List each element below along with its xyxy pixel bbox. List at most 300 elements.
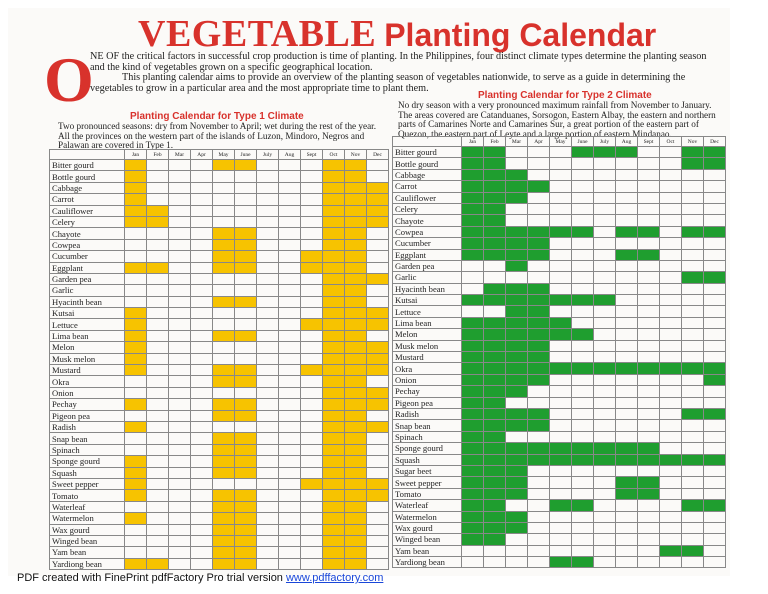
planting-cell-filled — [235, 433, 257, 444]
planting-cell-empty — [213, 285, 235, 296]
planting-cell-empty — [616, 203, 638, 214]
planting-cell-filled — [682, 272, 704, 283]
planting-cell-empty — [147, 547, 169, 558]
planting-cell-filled — [213, 239, 235, 250]
planting-cell-empty — [257, 205, 279, 216]
planting-cell-filled — [235, 501, 257, 512]
planting-cell-empty — [594, 181, 616, 192]
table-row — [393, 203, 726, 214]
planting-cell-filled — [345, 273, 367, 284]
planting-cell-empty — [660, 374, 682, 385]
crop-name: Onion — [393, 374, 462, 385]
planting-cell-filled — [323, 228, 345, 239]
planting-cell-filled — [323, 216, 345, 227]
planting-cell-filled — [484, 203, 506, 214]
planting-cell-filled — [704, 500, 726, 511]
crop-name: Sweet pepper — [393, 477, 462, 488]
planting-cell-empty — [169, 524, 191, 535]
planting-cell-filled — [345, 319, 367, 330]
planting-cell-filled — [125, 558, 147, 569]
planting-cell-filled — [506, 283, 528, 294]
table-row — [393, 511, 726, 522]
crop-name: Snap bean — [50, 433, 125, 444]
planting-cell-empty — [660, 317, 682, 328]
planting-cell-empty — [191, 410, 213, 421]
planting-cell-filled — [125, 399, 147, 410]
planting-cell-filled — [323, 365, 345, 376]
planting-cell-empty — [367, 558, 389, 569]
planting-cell-filled — [301, 262, 323, 273]
planting-cell-empty — [301, 433, 323, 444]
planting-cell-filled — [367, 399, 389, 410]
planting-cell-empty — [191, 535, 213, 546]
planting-cell-filled — [323, 239, 345, 250]
planting-cell-empty — [191, 501, 213, 512]
planting-cell-empty — [257, 285, 279, 296]
intro-paragraph-1: NE OF the critical factors in successful crop production is time of planting. In the Philippines, four distinct climate types determine the planting season and the kind of vegetables grown on a specific geographical location. — [90, 51, 707, 73]
planting-cell-filled — [506, 477, 528, 488]
planting-cell-empty — [594, 272, 616, 283]
planting-cell-empty — [125, 387, 147, 398]
planting-cell-empty — [660, 181, 682, 192]
month-header: Apr — [528, 137, 550, 147]
planting-cell-empty — [616, 408, 638, 419]
planting-cell-empty — [462, 306, 484, 317]
planting-cell-filled — [235, 490, 257, 501]
crop-name: Yardiong bean — [50, 558, 125, 569]
planting-cell-empty — [528, 511, 550, 522]
planting-cell-empty — [279, 330, 301, 341]
planting-cell-filled — [484, 147, 506, 158]
crop-header — [50, 150, 125, 160]
planting-cell-filled — [462, 158, 484, 169]
table-row — [50, 353, 389, 364]
planting-cell-empty — [147, 171, 169, 182]
crop-name: Melon — [50, 342, 125, 353]
planting-cell-empty — [235, 216, 257, 227]
planting-cell-empty — [572, 260, 594, 271]
planting-cell-empty — [191, 262, 213, 273]
planting-cell-empty — [704, 465, 726, 476]
planting-cell-empty — [169, 421, 191, 432]
planting-cell-empty — [147, 501, 169, 512]
planting-cell-empty — [279, 308, 301, 319]
planting-cell-filled — [528, 408, 550, 419]
planting-cell-empty — [147, 467, 169, 478]
planting-cell-empty — [213, 478, 235, 489]
planting-cell-empty — [147, 490, 169, 501]
table-row — [50, 342, 389, 353]
planting-cell-filled — [345, 330, 367, 341]
month-header: Apr — [191, 150, 213, 160]
table-row — [50, 160, 389, 171]
month-header: Nov — [682, 137, 704, 147]
planting-cell-filled — [323, 251, 345, 262]
planting-cell-empty — [169, 535, 191, 546]
crop-name: Pigeon pea — [50, 410, 125, 421]
planting-cell-filled — [367, 387, 389, 398]
planting-cell-empty — [257, 410, 279, 421]
planting-cell-empty — [147, 387, 169, 398]
planting-cell-filled — [484, 317, 506, 328]
table-row — [50, 251, 389, 262]
planting-cell-empty — [704, 534, 726, 545]
planting-cell-empty — [301, 535, 323, 546]
planting-cell-empty — [169, 296, 191, 307]
planting-cell-empty — [125, 433, 147, 444]
planting-cell-filled — [462, 431, 484, 442]
planting-cell-empty — [367, 444, 389, 455]
planting-cell-empty — [506, 431, 528, 442]
planting-cell-empty — [594, 317, 616, 328]
planting-cell-filled — [213, 262, 235, 273]
planting-cell-empty — [257, 160, 279, 171]
planting-cell-filled — [484, 181, 506, 192]
planting-cell-filled — [301, 365, 323, 376]
planting-cell-filled — [345, 262, 367, 273]
planting-cell-empty — [367, 433, 389, 444]
table-row — [393, 249, 726, 260]
planting-cell-empty — [213, 216, 235, 227]
planting-cell-filled — [528, 329, 550, 340]
planting-cell-empty — [550, 431, 572, 442]
planting-cell-filled — [235, 228, 257, 239]
planting-cell-empty — [660, 500, 682, 511]
planting-cell-empty — [279, 216, 301, 227]
planting-cell-empty — [279, 171, 301, 182]
planting-cell-empty — [594, 477, 616, 488]
planting-cell-empty — [367, 171, 389, 182]
planting-cell-filled — [462, 500, 484, 511]
planting-cell-empty — [125, 251, 147, 262]
planting-cell-empty — [191, 160, 213, 171]
planting-cell-filled — [323, 399, 345, 410]
crop-name: Cabbage — [393, 169, 462, 180]
planting-cell-filled — [367, 365, 389, 376]
planting-cell-empty — [550, 522, 572, 533]
table-row — [50, 216, 389, 227]
planting-cell-empty — [660, 215, 682, 226]
planting-cell-filled — [704, 272, 726, 283]
planting-cell-filled — [367, 194, 389, 205]
planting-cell-filled — [345, 456, 367, 467]
planting-cell-filled — [345, 216, 367, 227]
planting-cell-filled — [506, 363, 528, 374]
crop-name: Cowpea — [393, 226, 462, 237]
planting-cell-filled — [528, 454, 550, 465]
month-header: June — [235, 150, 257, 160]
planting-cell-empty — [279, 205, 301, 216]
planting-cell-empty — [638, 329, 660, 340]
planting-cell-filled — [528, 352, 550, 363]
planting-cell-filled — [345, 558, 367, 569]
planting-cell-empty — [638, 295, 660, 306]
crop-name: Tomato — [393, 488, 462, 499]
planting-cell-filled — [506, 465, 528, 476]
planting-cell-empty — [660, 306, 682, 317]
planting-cell-empty — [301, 273, 323, 284]
planting-cell-empty — [147, 456, 169, 467]
planting-cell-empty — [660, 238, 682, 249]
planting-cell-filled — [484, 352, 506, 363]
table-row — [393, 317, 726, 328]
planting-cell-empty — [169, 365, 191, 376]
planting-cell-filled — [462, 295, 484, 306]
crop-name: Squash — [393, 454, 462, 465]
planting-cell-empty — [484, 272, 506, 283]
planting-cell-filled — [462, 522, 484, 533]
planting-cell-empty — [682, 443, 704, 454]
planting-cell-filled — [704, 363, 726, 374]
month-header: Sept — [638, 137, 660, 147]
planting-cell-empty — [616, 500, 638, 511]
planting-cell-empty — [125, 239, 147, 250]
planting-cell-empty — [594, 306, 616, 317]
planting-cell-empty — [704, 420, 726, 431]
table-row — [50, 273, 389, 284]
planting-cell-empty — [682, 431, 704, 442]
crop-name: Yardiong bean — [393, 557, 462, 568]
table-row — [393, 488, 726, 499]
planting-cell-filled — [323, 319, 345, 330]
crop-name: Garden pea — [50, 273, 125, 284]
planting-cell-empty — [279, 239, 301, 250]
planting-cell-empty — [257, 513, 279, 524]
planting-cell-filled — [147, 205, 169, 216]
table-row — [50, 182, 389, 193]
planting-cell-empty — [191, 387, 213, 398]
planting-cell-filled — [125, 194, 147, 205]
planting-cell-empty — [528, 397, 550, 408]
planting-cell-empty — [638, 203, 660, 214]
planting-cell-filled — [235, 251, 257, 262]
planting-cell-empty — [169, 433, 191, 444]
planting-cell-filled — [528, 181, 550, 192]
planting-cell-filled — [528, 420, 550, 431]
table-row — [393, 169, 726, 180]
planting-cell-empty — [616, 260, 638, 271]
planting-cell-empty — [704, 295, 726, 306]
planting-cell-empty — [528, 203, 550, 214]
table-row — [50, 558, 389, 569]
table-row — [50, 444, 389, 455]
planting-cell-empty — [301, 171, 323, 182]
planting-cell-filled — [506, 306, 528, 317]
planting-cell-empty — [301, 205, 323, 216]
planting-cell-empty — [191, 285, 213, 296]
table-row — [393, 522, 726, 533]
planting-cell-filled — [550, 557, 572, 568]
planting-cell-filled — [323, 273, 345, 284]
planting-cell-empty — [616, 169, 638, 180]
planting-cell-empty — [528, 488, 550, 499]
planting-cell-filled — [367, 353, 389, 364]
crop-name: Kutsai — [50, 308, 125, 319]
planting-cell-empty — [257, 239, 279, 250]
planting-cell-empty — [660, 283, 682, 294]
month-header: July — [257, 150, 279, 160]
crop-name: Bitter gourd — [50, 160, 125, 171]
planting-cell-empty — [301, 421, 323, 432]
planting-cell-empty — [169, 490, 191, 501]
table-row — [393, 386, 726, 397]
planting-cell-filled — [462, 169, 484, 180]
planting-cell-filled — [682, 545, 704, 556]
planting-cell-filled — [462, 249, 484, 260]
planting-cell-filled — [213, 490, 235, 501]
planting-cell-filled — [235, 444, 257, 455]
planting-cell-filled — [528, 283, 550, 294]
planting-cell-empty — [616, 329, 638, 340]
planting-cell-filled — [506, 374, 528, 385]
planting-cell-filled — [125, 490, 147, 501]
planting-cell-empty — [572, 488, 594, 499]
crop-name: Bottle gourd — [50, 171, 125, 182]
planting-cell-filled — [528, 238, 550, 249]
planting-cell-filled — [484, 420, 506, 431]
crop-name: Mustard — [50, 365, 125, 376]
planting-cell-empty — [638, 545, 660, 556]
planting-cell-filled — [367, 342, 389, 353]
planting-cell-empty — [191, 478, 213, 489]
table-row — [393, 158, 726, 169]
planting-cell-filled — [660, 363, 682, 374]
planting-cell-empty — [682, 192, 704, 203]
planting-cell-empty — [462, 283, 484, 294]
planting-cell-filled — [484, 238, 506, 249]
planting-cell-empty — [660, 295, 682, 306]
title-planting-calendar: Planting Calendar — [384, 17, 657, 53]
table-row — [50, 171, 389, 182]
planting-cell-empty — [682, 215, 704, 226]
planting-cell-empty — [147, 410, 169, 421]
planting-cell-empty — [638, 374, 660, 385]
planting-cell-empty — [191, 456, 213, 467]
planting-cell-empty — [301, 456, 323, 467]
planting-cell-empty — [257, 547, 279, 558]
planting-cell-filled — [125, 513, 147, 524]
planting-cell-empty — [660, 169, 682, 180]
table-row — [50, 330, 389, 341]
planting-cell-empty — [301, 296, 323, 307]
crop-name: Cauliflower — [50, 205, 125, 216]
planting-cell-empty — [367, 524, 389, 535]
planting-cell-filled — [125, 160, 147, 171]
crop-name: Bottle gourd — [393, 158, 462, 169]
planting-cell-empty — [279, 535, 301, 546]
planting-cell-filled — [484, 408, 506, 419]
planting-cell-empty — [462, 557, 484, 568]
planting-cell-empty — [594, 215, 616, 226]
planting-cell-filled — [323, 524, 345, 535]
planting-cell-filled — [638, 443, 660, 454]
planting-cell-empty — [550, 181, 572, 192]
planting-cell-filled — [528, 374, 550, 385]
planting-cell-empty — [572, 477, 594, 488]
table-row — [393, 534, 726, 545]
planting-cell-empty — [572, 465, 594, 476]
planting-cell-filled — [484, 215, 506, 226]
planting-cell-filled — [213, 251, 235, 262]
planting-cell-empty — [660, 260, 682, 271]
crop-name: Sweet pepper — [50, 478, 125, 489]
planting-cell-empty — [528, 158, 550, 169]
planting-cell-empty — [594, 511, 616, 522]
planting-cell-filled — [235, 262, 257, 273]
footer-link[interactable]: www.pdffactory.com — [285, 572, 384, 584]
planting-cell-empty — [257, 330, 279, 341]
planting-cell-filled — [235, 535, 257, 546]
planting-cell-filled — [345, 387, 367, 398]
planting-cell-filled — [616, 454, 638, 465]
planting-cell-filled — [506, 192, 528, 203]
month-header: July — [594, 137, 616, 147]
planting-cell-empty — [147, 330, 169, 341]
planting-cell-filled — [235, 239, 257, 250]
planting-cell-empty — [704, 260, 726, 271]
planting-cell-empty — [257, 182, 279, 193]
month-header: Feb — [147, 150, 169, 160]
table-row — [393, 181, 726, 192]
planting-cell-empty — [169, 387, 191, 398]
planting-cell-empty — [279, 376, 301, 387]
planting-cell-empty — [169, 478, 191, 489]
planting-cell-empty — [506, 203, 528, 214]
planting-cell-empty — [301, 513, 323, 524]
planting-cell-empty — [550, 397, 572, 408]
planting-cell-filled — [301, 478, 323, 489]
planting-cell-empty — [367, 285, 389, 296]
planting-cell-empty — [682, 511, 704, 522]
planting-cell-empty — [528, 431, 550, 442]
planting-cell-empty — [660, 352, 682, 363]
planting-cell-empty — [638, 238, 660, 249]
planting-cell-empty — [638, 397, 660, 408]
planting-cell-filled — [345, 228, 367, 239]
crop-name: Okra — [50, 376, 125, 387]
crop-name: Radish — [393, 408, 462, 419]
planting-cell-filled — [367, 205, 389, 216]
planting-cell-empty — [147, 421, 169, 432]
planting-cell-empty — [682, 249, 704, 260]
planting-cell-empty — [660, 249, 682, 260]
planting-cell-filled — [638, 454, 660, 465]
planting-cell-filled — [345, 194, 367, 205]
planting-cell-empty — [616, 295, 638, 306]
planting-cell-empty — [572, 374, 594, 385]
planting-cell-filled — [462, 363, 484, 374]
planting-cell-empty — [528, 272, 550, 283]
planting-cell-empty — [235, 194, 257, 205]
planting-cell-empty — [528, 522, 550, 533]
planting-cell-filled — [323, 490, 345, 501]
planting-cell-empty — [169, 353, 191, 364]
planting-cell-empty — [594, 522, 616, 533]
planting-cell-filled — [345, 353, 367, 364]
footer-text: PDF created with FinePrint pdfFactory Pro trial version — [17, 572, 286, 584]
planting-cell-empty — [367, 513, 389, 524]
table-row — [393, 363, 726, 374]
planting-cell-empty — [125, 273, 147, 284]
planting-cell-empty — [301, 239, 323, 250]
planting-cell-filled — [528, 226, 550, 237]
crop-name: Bitter gourd — [393, 147, 462, 158]
planting-cell-empty — [550, 386, 572, 397]
planting-cell-filled — [147, 558, 169, 569]
planting-cell-filled — [462, 147, 484, 158]
planting-cell-empty — [191, 239, 213, 250]
planting-cell-empty — [301, 399, 323, 410]
